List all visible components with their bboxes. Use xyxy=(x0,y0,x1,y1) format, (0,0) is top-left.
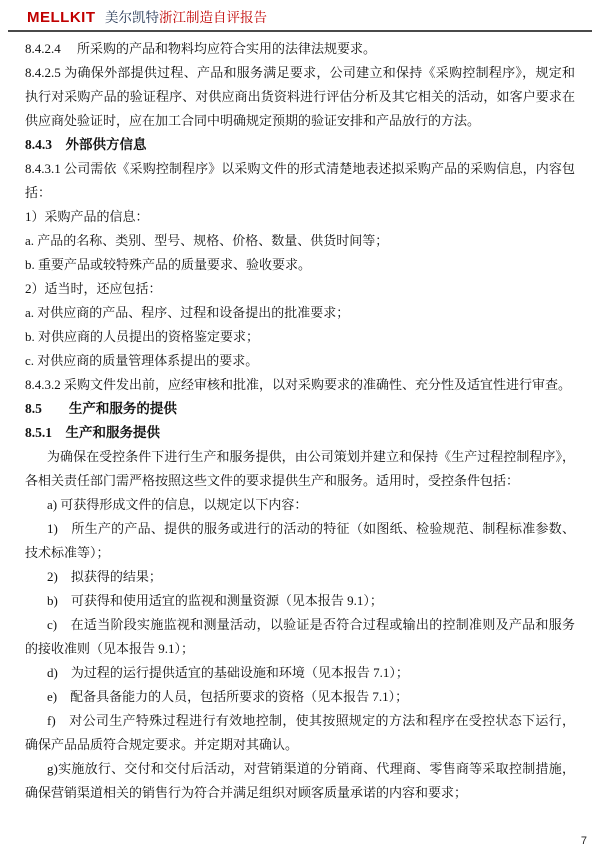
heading-843: 8.4.3 外部供方信息 xyxy=(25,137,147,152)
header-report-title: 浙江制造自评报告 xyxy=(158,10,267,25)
document-body xyxy=(25,37,575,805)
heading-851: 8.5.1 生产和服务提供 xyxy=(25,425,160,440)
clause-8424: 8.4.2.4 所采购的产品和物料均应符合实用的法律法规要求。 xyxy=(25,41,377,56)
list-item-2b: b. 对供应商的人员提出的资格鉴定要求； xyxy=(25,329,260,344)
list-item-1a: a. 产品的名称、类别、型号、规格、价格、数量、供货时间等； xyxy=(25,233,389,248)
list-item-2: 2）适当时，还应包括： xyxy=(25,281,162,296)
list-item-a2: 2) 拟获得的结果； xyxy=(47,569,162,584)
clause-851-intro: 为确保在受控条件下进行生产和服务提供，由公司策划并建立和保持《生产过程控制程序》，各相关责任部门需严格按照这些文件的要求提供生产和服务。适用时，受控条件包括： xyxy=(25,449,575,488)
clause-8432: 8.4.3.2 采购文件发出前，应经审核和批准，以对采购要求的准确性、充分性及适宜性进行审查。 xyxy=(25,377,572,392)
list-item-a1: 1) 所生产的产品、提供的服务或进行的活动的特征（如图纸、检验规范、制程标准参数、技术标准等）； xyxy=(25,521,575,560)
brand-logo-text: MELLKIT xyxy=(27,9,96,26)
clause-8431: 8.4.3.1 公司需依《采购控制程序》以采购文件的形式清楚地表述拟采购产品的采购信息，内容包括： xyxy=(25,161,575,200)
list-item-a: a) 可获得形成文件的信息，以规定以下内容： xyxy=(47,497,308,512)
list-item-f: f) 对公司生产特殊过程进行有效地控制，使其按照规定的方法和程序在受控状态下运行，确保产品品质符合规定要求。并定期对其确认。 xyxy=(25,713,575,752)
list-item-2a: a. 对供应商的产品、程序、过程和设备提出的批准要求； xyxy=(25,305,350,320)
clause-8425: 8.4.2.5 为确保外部提供过程、产品和服务满足要求，公司建立和保持《采购控制程序》，规定和执行对采购产品的验证程序、对供应商出货资料进行评估分析及其它相关的活动，如客户要求在供应商处验证时，应在加工合同中明确规定预期的验证安排和产品放行的方法。 xyxy=(25,65,575,128)
list-item-e: e) 配备具备能力的人员，包括所要求的资格（见本报告 7.1）； xyxy=(47,689,409,704)
list-item-g: g)实施放行、交付和交付后活动，对营销渠道的分销商、代理商、零售商等采取控制措施，确保营销渠道相关的销售行为符合并满足组织对顾客质量承诺的内容和要求； xyxy=(25,761,575,800)
list-item-c: c) 在适当阶段实施监视和测量活动，以验证是否符合过程或输出的控制准则及产品和服务的接收准则（见本报告 9.1）； xyxy=(25,617,575,656)
list-item-1b: b. 重要产品或较特殊产品的质量要求、验收要求。 xyxy=(25,257,312,272)
list-item-d: d) 为过程的运行提供适宜的基础设施和环境（见本报告 7.1）； xyxy=(47,665,409,680)
list-item-b: b) 可获得和使用适宜的监视和测量资源（见本报告 9.1）； xyxy=(47,593,383,608)
heading-85: 8.5 生产和服务的提供 xyxy=(25,401,177,416)
page-header xyxy=(8,0,592,32)
header-company-name: 美尔凯特 xyxy=(104,10,159,25)
list-item-1: 1）采购产品的信息： xyxy=(25,209,149,224)
page-number: 7 xyxy=(580,835,587,847)
list-item-2c: c. 对供应商的质量管理体系提出的要求。 xyxy=(25,353,259,368)
